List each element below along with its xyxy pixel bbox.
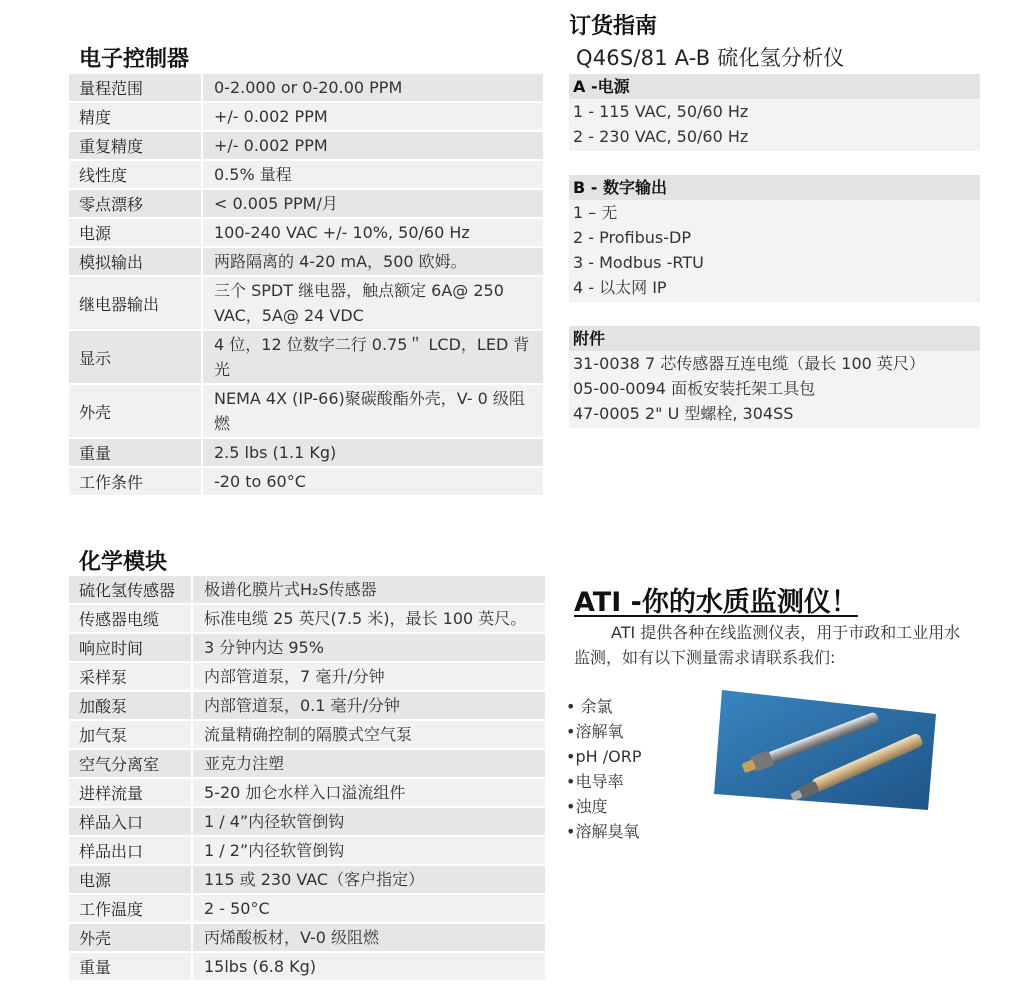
spec-label: 响应时间 bbox=[69, 634, 193, 661]
spec-row bbox=[69, 634, 545, 663]
sensor-product-photo bbox=[714, 690, 936, 810]
spec-row bbox=[69, 439, 543, 468]
spec-label: 电源 bbox=[69, 866, 193, 893]
spec-value: 5-20 加仑水样入口溢流组件 bbox=[204, 783, 406, 802]
ordering-group-body bbox=[569, 200, 980, 302]
spec-value: +/- 0.002 PPM bbox=[214, 136, 328, 155]
ordering-option: 05-00-0094 面板安装托架工具包 bbox=[573, 379, 816, 398]
spec-value: 亚克力注塑 bbox=[204, 754, 285, 773]
spec-value: 内部管道泵，0.1 毫升/分钟 bbox=[204, 696, 400, 715]
chemistry-heading: 化学模块 bbox=[79, 550, 168, 575]
spec-row bbox=[69, 132, 543, 161]
spec-label: 继电器输出 bbox=[69, 277, 203, 329]
spec-value: 0.5% 量程 bbox=[214, 165, 292, 184]
ati-title: ATI -你的水质监测仪！ bbox=[574, 587, 858, 618]
ordering-group-heading: B - 数字输出 bbox=[569, 175, 980, 200]
spec-row bbox=[69, 385, 543, 439]
spec-row bbox=[69, 74, 543, 103]
chemistry-spec-table bbox=[69, 576, 545, 982]
ordering-group-heading: A -电源 bbox=[569, 74, 980, 99]
ordering-option: 4 - 以太网 IP bbox=[573, 278, 667, 297]
spec-label: 电源 bbox=[69, 219, 203, 246]
electronics-heading: 电子控制器 bbox=[79, 47, 190, 72]
spec-row bbox=[69, 468, 543, 497]
spec-value: 1 / 4”内径软管倒钩 bbox=[204, 812, 345, 831]
spec-row bbox=[69, 866, 545, 895]
measurement-list-item: •溶解氧 bbox=[566, 722, 624, 741]
ordering-group-body bbox=[569, 351, 980, 428]
spec-label: 零点漂移 bbox=[69, 190, 203, 217]
ordering-option: 31-0038 7 芯传感器互连电缆（最长 100 英尺） bbox=[573, 354, 925, 373]
spec-row bbox=[69, 750, 545, 779]
spec-label: 采样泵 bbox=[69, 663, 193, 690]
ordering-group bbox=[569, 326, 980, 428]
spec-label: 外壳 bbox=[69, 924, 193, 951]
ordering-option: 1 - 115 VAC, 50/60 Hz bbox=[573, 102, 749, 121]
spec-value: 4 位，12 位数字二行 0.75＂ LCD，LED 背光 bbox=[214, 335, 530, 379]
ordering-group-body bbox=[569, 99, 980, 151]
spec-label: 进样流量 bbox=[69, 779, 193, 806]
spec-value: 两路隔离的 4-20 mA，500 欧姆。 bbox=[214, 252, 467, 271]
spec-row bbox=[69, 331, 543, 385]
spec-row bbox=[69, 779, 545, 808]
spec-label: 空气分离室 bbox=[69, 750, 193, 777]
spec-value: 100-240 VAC +/- 10%, 50/60 Hz bbox=[214, 223, 470, 242]
spec-row bbox=[69, 953, 545, 982]
spec-label: 样品入口 bbox=[69, 808, 193, 835]
spec-label: 加气泵 bbox=[69, 721, 193, 748]
ordering-option: 2 - Profibus-DP bbox=[573, 228, 691, 247]
ordering-option: 2 - 230 VAC, 50/60 Hz bbox=[573, 127, 749, 146]
measurement-list bbox=[566, 694, 641, 844]
spec-value: 极谱化膜片式H₂S传感器 bbox=[204, 580, 377, 599]
spec-row bbox=[69, 103, 543, 132]
spec-label: 重复精度 bbox=[69, 132, 203, 159]
measurement-list-item: •pH /ORP bbox=[566, 747, 642, 766]
spec-row bbox=[69, 219, 543, 248]
spec-value: +/- 0.002 PPM bbox=[214, 107, 328, 126]
ordering-option: 1 – 无 bbox=[573, 203, 618, 222]
ordering-heading: 订货指南 bbox=[569, 14, 658, 39]
spec-value: 2 - 50°C bbox=[204, 899, 270, 918]
spec-label: 硫化氢传感器 bbox=[69, 576, 193, 603]
spec-row bbox=[69, 190, 543, 219]
spec-label: 模拟输出 bbox=[69, 248, 203, 275]
ordering-group-heading: 附件 bbox=[569, 326, 980, 351]
spec-label: 加酸泵 bbox=[69, 692, 193, 719]
spec-value: 标准电缆 25 英尺(7.5 米)，最长 100 英尺。 bbox=[204, 609, 527, 628]
spec-row bbox=[69, 895, 545, 924]
spec-value: NEMA 4X (IP-66)聚碳酸酯外壳，V- 0 级阻燃 bbox=[214, 389, 525, 433]
spec-value: 3 分钟内达 95% bbox=[204, 638, 324, 657]
ordering-option: 47-0005 2" U 型螺栓, 304SS bbox=[573, 404, 794, 423]
spec-row bbox=[69, 248, 543, 277]
ati-description: ATI 提供各种在线监测仪表，用于市政和工业用水监测，如有以下测量需求请联系我们: bbox=[574, 623, 961, 667]
spec-label: 传感器电缆 bbox=[69, 605, 193, 632]
spec-value: 丙烯酸板材，V-0 级阻燃 bbox=[204, 928, 380, 947]
spec-row bbox=[69, 837, 545, 866]
measurement-list-item: •浊度 bbox=[566, 797, 608, 816]
spec-value: 三个 SPDT 继电器，触点额定 6A@ 250 VAC，5A@ 24 VDC bbox=[214, 281, 504, 325]
spec-value: 115 或 230 VAC（客户指定） bbox=[204, 870, 425, 889]
measurement-list-item: • 余氯 bbox=[566, 694, 641, 719]
spec-value: 流量精确控制的隔膜式空气泵 bbox=[204, 725, 413, 744]
spec-label: 量程范围 bbox=[69, 74, 203, 101]
spec-label: 工作条件 bbox=[69, 468, 203, 495]
spec-value: 内部管道泵，7 毫升/分钟 bbox=[204, 667, 385, 686]
ordering-subtitle: Q46S/81 A-B 硫化氢分析仪 bbox=[576, 46, 845, 70]
spec-row bbox=[69, 692, 545, 721]
spec-value: 2.5 lbs (1.1 Kg) bbox=[214, 443, 337, 462]
spec-label: 样品出口 bbox=[69, 837, 193, 864]
spec-value: 0-2.000 or 0-20.00 PPM bbox=[214, 78, 403, 97]
measurement-list-item: •溶解臭氧 bbox=[566, 822, 640, 841]
measurement-list-item: •电导率 bbox=[566, 772, 624, 791]
spec-row bbox=[69, 576, 545, 605]
spec-row bbox=[69, 161, 543, 190]
spec-row bbox=[69, 808, 545, 837]
electronics-spec-table bbox=[69, 74, 543, 497]
ordering-option: 3 - Modbus -RTU bbox=[573, 253, 704, 272]
spec-row bbox=[69, 605, 545, 634]
spec-label: 精度 bbox=[69, 103, 203, 130]
spec-row bbox=[69, 721, 545, 750]
spec-value: < 0.005 PPM/月 bbox=[214, 194, 338, 213]
ordering-group bbox=[569, 175, 980, 302]
spec-value: -20 to 60°C bbox=[214, 472, 306, 491]
spec-value: 1 / 2”内径软管倒钩 bbox=[204, 841, 345, 860]
spec-label: 线性度 bbox=[69, 161, 203, 188]
spec-value: 15lbs (6.8 Kg) bbox=[204, 957, 317, 976]
ordering-group bbox=[569, 74, 980, 151]
spec-row bbox=[69, 663, 545, 692]
spec-label: 重量 bbox=[69, 953, 193, 980]
spec-row bbox=[69, 924, 545, 953]
spec-label: 重量 bbox=[69, 439, 203, 466]
spec-label: 工作温度 bbox=[69, 895, 193, 922]
spec-label: 外壳 bbox=[69, 385, 203, 437]
spec-row bbox=[69, 277, 543, 331]
spec-label: 显示 bbox=[69, 331, 203, 383]
